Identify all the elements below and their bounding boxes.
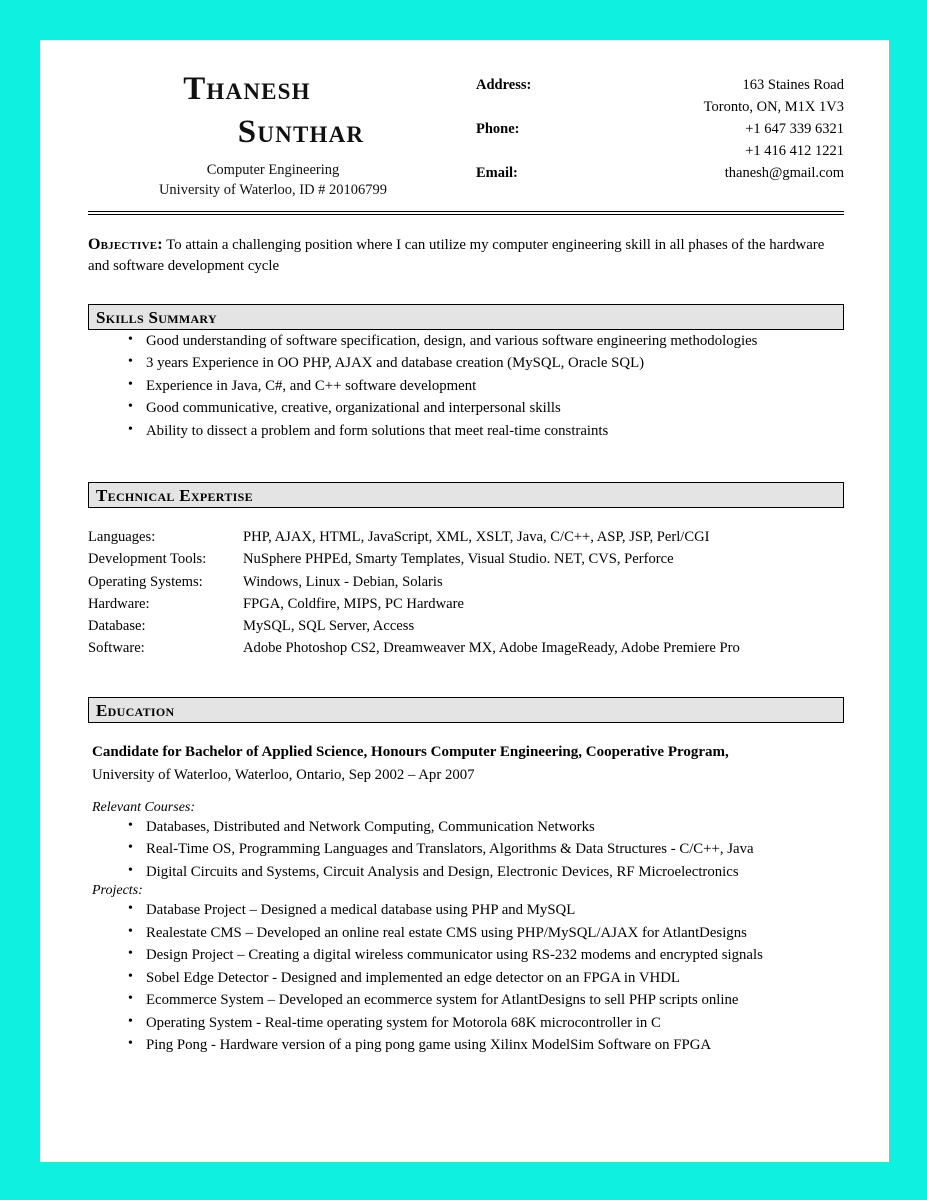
- table-row: [88, 526, 844, 548]
- section-header-technical-expertise: Technical Expertise: [88, 482, 844, 508]
- table-row: [88, 637, 844, 659]
- list-item: • Operating System - Real-time operating system for Motorola 68K microcontroller in C: [88, 1012, 844, 1034]
- education-degree: Candidate for Bachelor of Applied Science, Honours Computer Engineering, Cooperative Program,: [92, 744, 729, 761]
- skills-summary-list: [88, 330, 844, 442]
- contact-row: [476, 140, 844, 162]
- tech-value-operating-systems: Windows, Linux - Debian, Solaris: [243, 573, 443, 590]
- table-row: [88, 615, 844, 637]
- tech-value-development-tools: NuSphere PHPEd, Smarty Templates, Visual Studio. NET, CVS, Perforce: [243, 551, 674, 568]
- technical-expertise-table: [88, 526, 844, 659]
- contact-label-email: Email:: [476, 165, 518, 182]
- list-item: • Real-Time OS, Programming Languages and Translators, Algorithms & Data Structures - C/C++, Java: [88, 838, 844, 860]
- relevant-courses-label: Relevant Courses:: [92, 799, 196, 815]
- contact-block: [458, 62, 844, 184]
- contact-value-email: thanesh@gmail.com: [724, 165, 844, 182]
- tech-value-languages: PHP, AJAX, HTML, JavaScript, XML, XSLT, Java, C/C++, ASP, JSP, Perl/CGI: [243, 529, 710, 546]
- contact-row: [476, 162, 844, 184]
- school-id: University of Waterloo, ID # 20106799: [158, 182, 388, 199]
- objective-label: Objective:: [88, 235, 163, 253]
- list-item: • 3 years Experience in OO PHP, AJAX and database creation (MySQL, Oracle SQL): [88, 352, 844, 374]
- tech-label-development-tools: Development Tools:: [88, 551, 207, 568]
- table-row: [88, 571, 844, 593]
- relevant-courses-list: [88, 816, 844, 883]
- list-item: • Ability to dissect a problem and form solutions that meet real-time constraints: [88, 420, 844, 442]
- identity-block: [88, 62, 458, 201]
- list-item: • Databases, Distributed and Network Computing, Communication Networks: [88, 816, 844, 838]
- list-item: • Good understanding of software specification, design, and various software engineering methodologies: [88, 330, 844, 352]
- contact-label-blank-1: [476, 96, 638, 118]
- contact-row: [476, 96, 844, 118]
- list-item: • Database Project – Designed a medical database using PHP and MySQL: [88, 899, 844, 921]
- tech-value-software: Adobe Photoshop CS2, Dreamweaver MX, Adobe ImageReady, Adobe Premiere Pro: [243, 640, 740, 657]
- list-item: • Sobel Edge Detector - Designed and implemented an edge detector on an FPGA in VHDL: [88, 967, 844, 989]
- contact-value-phone-2: +1 416 412 1221: [745, 143, 844, 160]
- list-item: • Digital Circuits and Systems, Circuit Analysis and Design, Electronic Devices, RF Microelectronics: [88, 861, 844, 883]
- contact-row: [476, 74, 844, 96]
- section-header-education: Education: [88, 697, 844, 723]
- projects-label: Projects:: [92, 883, 143, 899]
- tech-value-database: MySQL, SQL Server, Access: [243, 617, 415, 634]
- contact-table: [476, 74, 844, 184]
- tech-label-operating-systems: Operating Systems:: [88, 573, 203, 590]
- table-row: [88, 548, 844, 570]
- objective-section: [88, 233, 844, 278]
- contact-label-blank-2: [476, 140, 638, 162]
- candidate-name: [88, 68, 458, 154]
- tech-label-software: Software:: [88, 640, 145, 657]
- program-name: Computer Engineering: [206, 161, 340, 178]
- tech-label-hardware: Hardware:: [88, 595, 150, 612]
- resume-sheet: [40, 40, 889, 1162]
- education-entry: [88, 741, 844, 786]
- list-item: • Design Project – Creating a digital wireless communicator using RS-232 modems and encrypted signals: [88, 944, 844, 966]
- section-header-skills-summary: Skills Summary: [88, 304, 844, 330]
- projects-list: [88, 899, 844, 1056]
- contact-label-phone: Phone:: [476, 121, 520, 138]
- last-name: Sunthar: [237, 113, 365, 150]
- contact-value-phone-1: +1 647 339 6321: [745, 121, 844, 138]
- objective-text: To attain a challenging position where I can utilize my computer engineering skill in all phases of the hardware and software development cycle: [88, 236, 825, 275]
- contact-label-address: Address:: [476, 77, 532, 93]
- resume-header: [88, 54, 844, 201]
- tech-value-hardware: FPGA, Coldfire, MIPS, PC Hardware: [243, 595, 464, 612]
- list-item: • Realestate CMS – Developed an online real estate CMS using PHP/MySQL/AJAX for AtlantDesigns: [88, 922, 844, 944]
- list-item: • Experience in Java, C#, and C++ software development: [88, 375, 844, 397]
- tech-label-languages: Languages:: [88, 529, 156, 546]
- contact-row: [476, 118, 844, 140]
- contact-value-address-line1: 163 Staines Road: [742, 77, 844, 93]
- header-divider: [88, 211, 844, 215]
- list-item: • Ping Pong - Hardware version of a ping pong game using Xilinx ModelSim Software on FPGA: [88, 1034, 844, 1056]
- contact-value-address-line2: Toronto, ON, M1X 1V3: [703, 99, 844, 116]
- list-item: • Good communicative, creative, organizational and interpersonal skills: [88, 397, 844, 419]
- education-school: University of Waterloo, Waterloo, Ontario, Sep 2002 – Apr 2007: [92, 766, 475, 783]
- list-item: • Ecommerce System – Developed an ecommerce system for AtlantDesigns to sell PHP scripts online: [88, 989, 844, 1011]
- tech-label-database: Database:: [88, 617, 146, 634]
- table-row: [88, 593, 844, 615]
- first-name: Thanesh: [183, 71, 311, 107]
